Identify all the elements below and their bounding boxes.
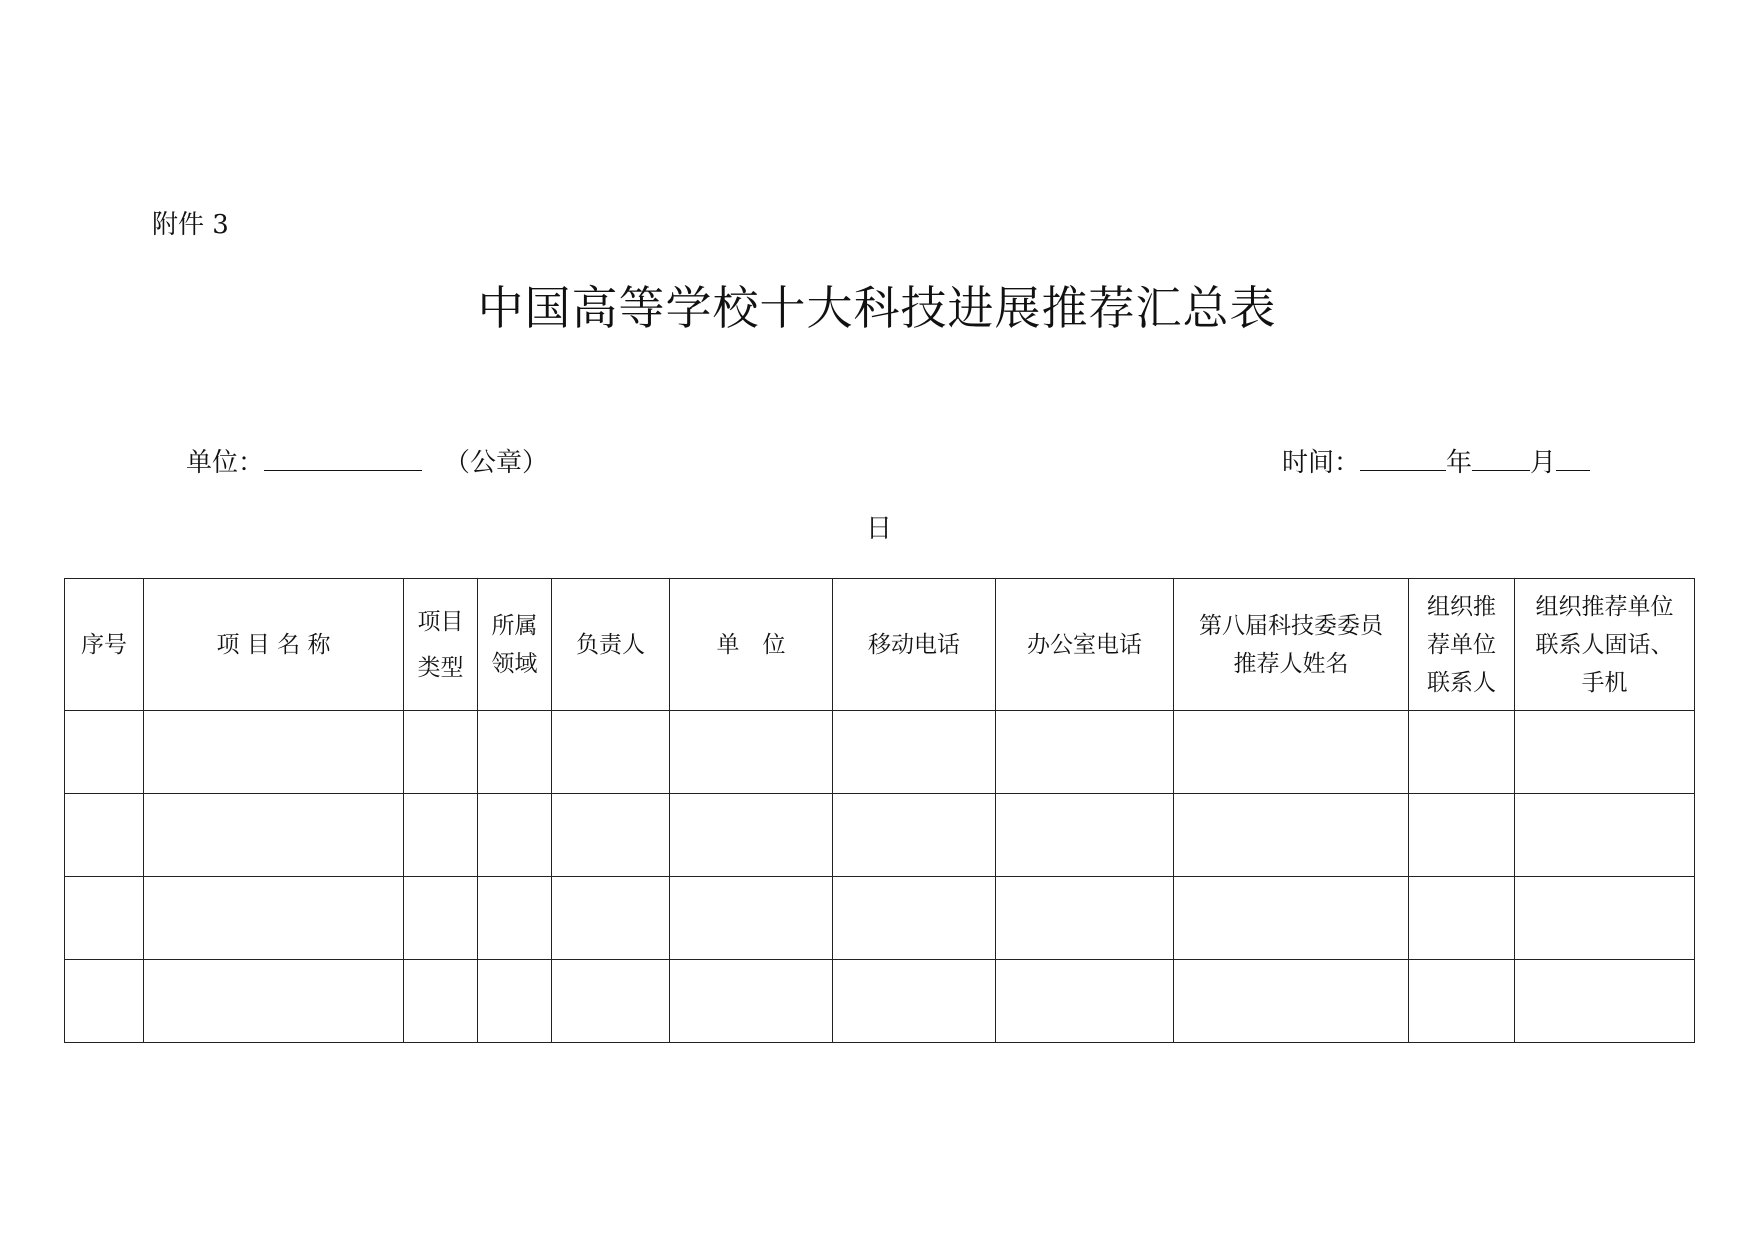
unit-label: 单位： <box>186 448 265 478</box>
table-cell[interactable] <box>65 794 144 877</box>
day-blank[interactable] <box>1556 442 1590 471</box>
table-cell[interactable] <box>404 794 478 877</box>
col-header-unit: 单 位 <box>670 579 833 711</box>
table-row <box>65 711 1695 794</box>
unit-line <box>186 442 548 479</box>
table-row <box>65 877 1695 960</box>
table-cell[interactable] <box>670 711 833 794</box>
table-cell[interactable] <box>65 711 144 794</box>
year-blank[interactable] <box>1360 442 1446 471</box>
summary-table <box>64 578 1695 1043</box>
table-cell[interactable] <box>833 794 996 877</box>
col-header-mobile: 移动电话 <box>833 579 996 711</box>
time-line <box>1282 442 1590 479</box>
table-cell[interactable] <box>552 960 670 1043</box>
page-title: 中国高等学校十大科技进展推荐汇总表 <box>477 281 1277 335</box>
table-cell[interactable] <box>670 794 833 877</box>
table-cell[interactable] <box>144 960 404 1043</box>
month-label: 月 <box>1530 448 1557 478</box>
table-cell[interactable] <box>833 877 996 960</box>
day-label: 日 <box>866 514 893 544</box>
table-cell[interactable] <box>65 960 144 1043</box>
table-cell[interactable] <box>996 711 1174 794</box>
table-cell[interactable] <box>478 794 552 877</box>
table-cell[interactable] <box>670 960 833 1043</box>
table-cell[interactable] <box>1409 711 1515 794</box>
table-row <box>65 960 1695 1043</box>
table-cell[interactable] <box>1409 877 1515 960</box>
table-cell[interactable] <box>996 960 1174 1043</box>
col-header-recommender: 第八届科技委委员 推荐人姓名 <box>1174 579 1409 711</box>
month-blank[interactable] <box>1472 442 1530 471</box>
table-cell[interactable] <box>833 711 996 794</box>
table-cell[interactable] <box>552 877 670 960</box>
table-cell[interactable] <box>1174 711 1409 794</box>
table-cell[interactable] <box>1174 877 1409 960</box>
attachment-label: 附件 3 <box>152 210 229 240</box>
seal-label: （公章） <box>444 448 549 478</box>
table-cell[interactable] <box>1515 711 1695 794</box>
col-header-org-contact: 组织推 荐单位 联系人 <box>1409 579 1515 711</box>
col-header-index: 序号 <box>65 579 144 711</box>
table-cell[interactable] <box>552 711 670 794</box>
time-label: 时间： <box>1282 448 1361 478</box>
table-cell[interactable] <box>670 877 833 960</box>
table-cell[interactable] <box>1174 794 1409 877</box>
table-cell[interactable] <box>144 711 404 794</box>
col-header-leader: 负责人 <box>552 579 670 711</box>
col-header-field: 所属 领域 <box>478 579 552 711</box>
table-cell[interactable] <box>478 711 552 794</box>
table-cell[interactable] <box>1515 794 1695 877</box>
table-cell[interactable] <box>478 960 552 1043</box>
table-cell[interactable] <box>1409 960 1515 1043</box>
col-header-org-contact-phone: 组织推荐单位 联系人固话、 手机 <box>1515 579 1695 711</box>
table-cell[interactable] <box>478 877 552 960</box>
table-cell[interactable] <box>1515 877 1695 960</box>
header-row <box>65 579 1695 711</box>
table-cell[interactable] <box>65 877 144 960</box>
unit-blank[interactable] <box>264 442 422 471</box>
table-cell[interactable] <box>144 794 404 877</box>
table-cell[interactable] <box>404 877 478 960</box>
table-cell[interactable] <box>1515 960 1695 1043</box>
table-cell[interactable] <box>833 960 996 1043</box>
col-header-project-name: 项 目 名 称 <box>144 579 404 711</box>
table-cell[interactable] <box>996 794 1174 877</box>
table-cell[interactable] <box>1409 794 1515 877</box>
col-header-project-type: 项目 类型 <box>404 579 478 711</box>
col-header-office-phone: 办公室电话 <box>996 579 1174 711</box>
year-label: 年 <box>1446 448 1473 478</box>
table-cell[interactable] <box>144 877 404 960</box>
table-cell[interactable] <box>404 960 478 1043</box>
table-cell[interactable] <box>404 711 478 794</box>
table-cell[interactable] <box>1174 960 1409 1043</box>
table-row <box>65 794 1695 877</box>
table-cell[interactable] <box>552 794 670 877</box>
table-cell[interactable] <box>996 877 1174 960</box>
